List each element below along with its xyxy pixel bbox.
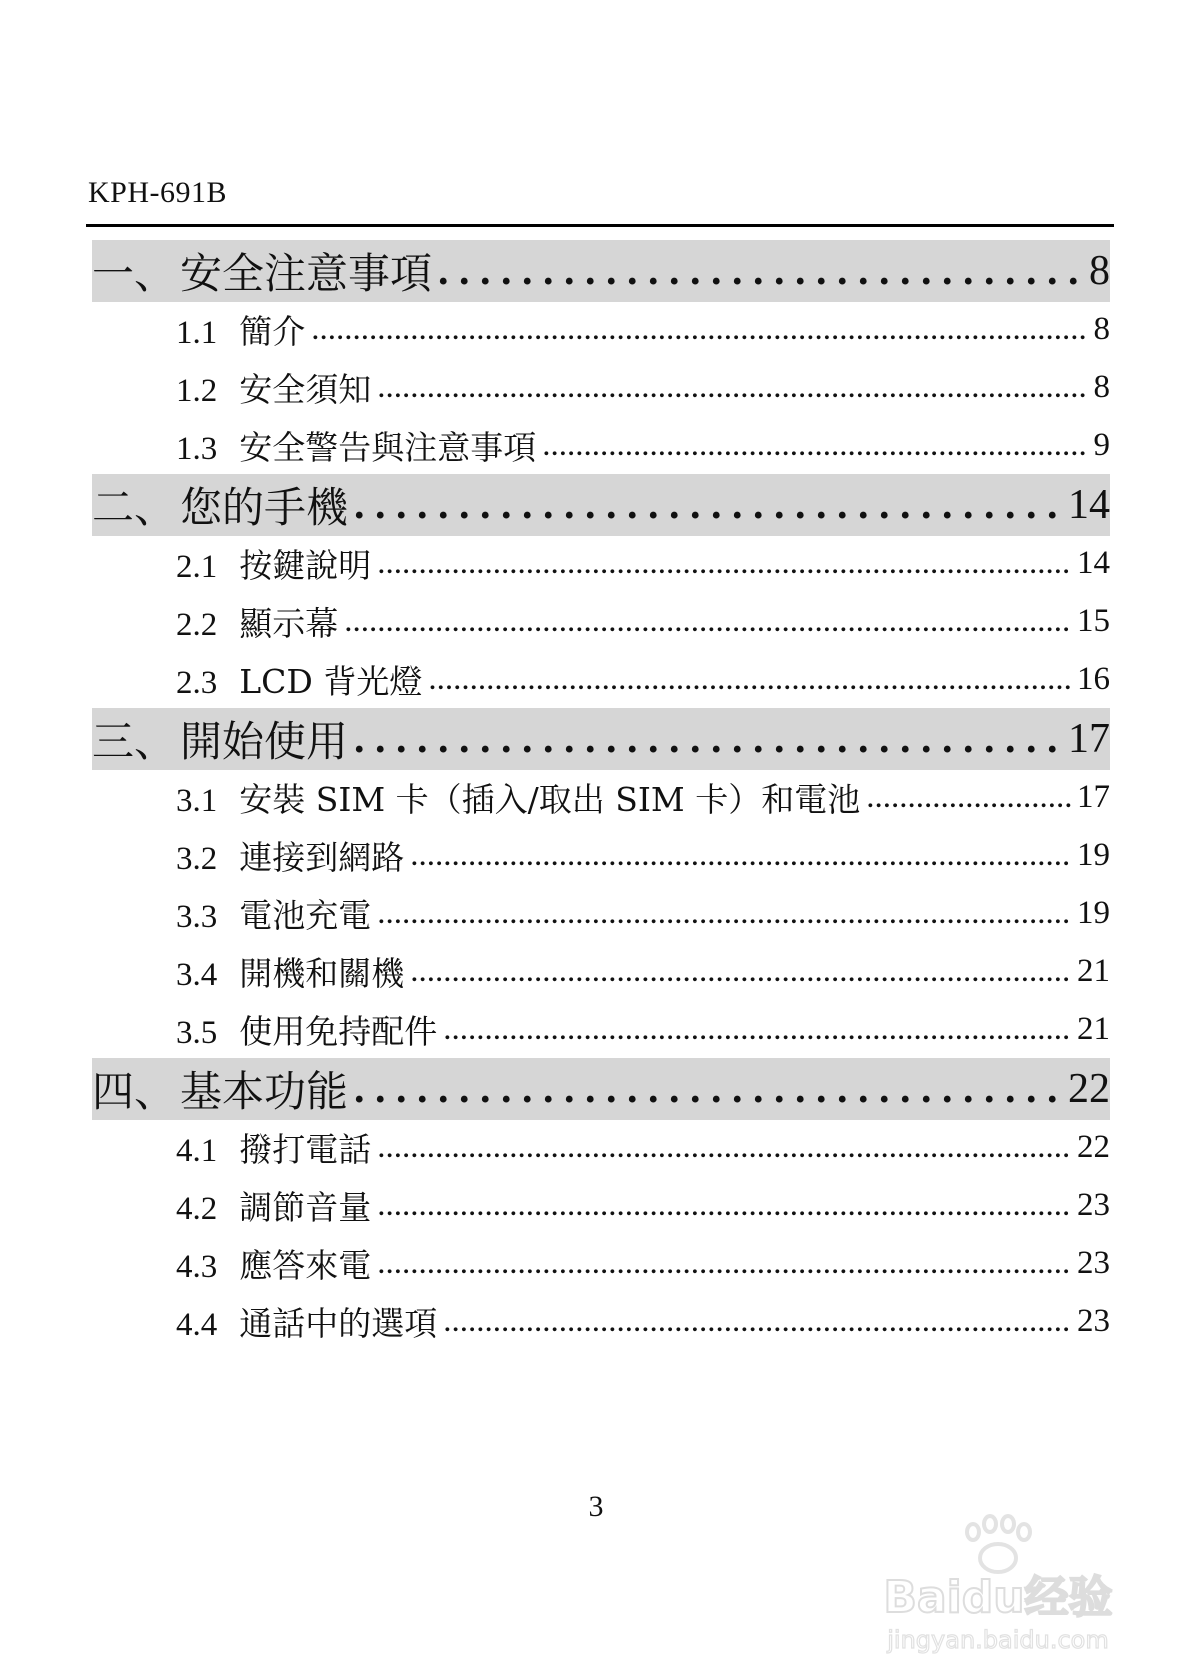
dot-leader	[443, 1303, 1071, 1340]
header-model: KPH-691B	[88, 176, 228, 209]
toc-section-row[interactable]	[176, 830, 1110, 880]
toc-entry-title: 電池充電	[239, 895, 372, 935]
toc-section-row[interactable]	[176, 654, 1110, 704]
toc-entry-number: 1.3	[176, 430, 218, 467]
toc-entry-title: 通話中的選項	[239, 1303, 438, 1343]
toc-entry-number: 4.3	[176, 1248, 218, 1285]
toc-page-number: 14	[1068, 482, 1110, 528]
dot-leader	[438, 247, 1083, 295]
toc-entry-number: 4.2	[176, 1190, 218, 1227]
toc-page-number: 19	[1077, 836, 1110, 873]
dot-leader	[428, 661, 1071, 698]
header-rule	[86, 224, 1114, 227]
toc-entry-number: 2.2	[176, 606, 218, 643]
dot-leader	[410, 953, 1071, 990]
toc-entry-number: 2.3	[176, 664, 218, 701]
toc-page-number: 14	[1077, 544, 1110, 581]
toc-section-row[interactable]	[176, 538, 1110, 588]
paw-icon	[967, 1516, 1030, 1572]
toc-entry-title: 安全注意事項	[180, 249, 433, 298]
toc-entry-title: 連接到網路	[239, 837, 405, 877]
toc-entry-title: 安全須知	[239, 369, 372, 409]
dot-leader	[354, 1065, 1062, 1113]
toc-entry-title: 撥打電話	[239, 1129, 372, 1169]
toc-entry-number: 4.1	[176, 1132, 218, 1169]
toc-chapter-row[interactable]	[92, 708, 1110, 770]
toc-page-number: 21	[1077, 952, 1110, 989]
toc-section-row[interactable]	[176, 1004, 1110, 1054]
toc-entry-title: 基本功能	[180, 1067, 349, 1116]
toc-entry-title: 應答來電	[239, 1245, 372, 1285]
toc-entry-number: 一、	[92, 252, 177, 298]
dot-leader	[410, 837, 1071, 874]
toc-section-row[interactable]	[176, 596, 1110, 646]
toc-page-number: 22	[1077, 1128, 1110, 1165]
watermark-brand: Baidu经验	[883, 1572, 1113, 1623]
toc-page-number: 22	[1068, 1066, 1110, 1112]
dot-leader	[344, 603, 1071, 640]
toc-entry-number: 4.4	[176, 1306, 218, 1343]
toc-chapter-row[interactable]	[92, 240, 1110, 302]
toc-page-number: 17	[1077, 778, 1110, 815]
dot-leader	[354, 715, 1062, 763]
toc-entry-number: 二、	[92, 486, 177, 532]
footer-page-number: 3	[588, 1490, 604, 1523]
toc-page-number: 23	[1077, 1244, 1110, 1281]
toc-page-number: 9	[1093, 426, 1110, 463]
toc-entry-number: 3.4	[176, 956, 218, 993]
toc-section-row[interactable]	[176, 888, 1110, 938]
dot-leader	[443, 1011, 1071, 1048]
toc-page-number: 17	[1068, 716, 1110, 762]
toc-page-number: 8	[1093, 310, 1110, 347]
toc-entry-title: 調節音量	[239, 1187, 372, 1227]
toc-entry-title: 簡介	[239, 311, 306, 351]
toc-page-number: 23	[1077, 1302, 1110, 1339]
dot-leader	[377, 369, 1087, 406]
toc-page-number: 19	[1077, 894, 1110, 931]
watermark-url: jingyan.baidu.com	[887, 1626, 1109, 1654]
toc-section-row[interactable]	[176, 1296, 1110, 1346]
dot-leader	[377, 1187, 1071, 1224]
toc-entry-title: 使用免持配件	[239, 1011, 438, 1051]
toc-page-number: 21	[1077, 1010, 1110, 1047]
toc-section-row[interactable]	[176, 420, 1110, 470]
toc-page-number: 8	[1089, 248, 1110, 294]
toc-entry-number: 3.3	[176, 898, 218, 935]
toc-page-number: 16	[1077, 660, 1110, 697]
toc-section-row[interactable]	[176, 1238, 1110, 1288]
dot-leader	[311, 311, 1087, 348]
toc-section-row[interactable]	[176, 946, 1110, 996]
toc-section-row[interactable]	[176, 1122, 1110, 1172]
toc-page-number: 15	[1077, 602, 1110, 639]
toc-entry-title: 按鍵說明	[239, 545, 372, 585]
toc-entry-title: LCD 背光燈	[239, 661, 423, 701]
toc-entry-title: 安裝 SIM 卡（插入/取出 SIM 卡）和電池	[239, 779, 861, 819]
toc-entry-title: 顯示幕	[239, 603, 339, 643]
dot-leader	[866, 779, 1071, 816]
toc-entry-title: 安全警告與注意事項	[239, 427, 537, 467]
dot-leader	[354, 481, 1062, 529]
dot-leader	[377, 545, 1071, 582]
dot-leader	[377, 1129, 1071, 1166]
dot-leader	[377, 1245, 1071, 1282]
toc-entry-number: 3.1	[176, 782, 218, 819]
dot-leader	[377, 895, 1071, 932]
toc-section-row[interactable]	[176, 362, 1110, 412]
toc-page-number: 23	[1077, 1186, 1110, 1223]
baidu-watermark	[848, 1510, 1148, 1660]
toc-chapter-row[interactable]	[92, 1058, 1110, 1120]
toc-entry-title: 開始使用	[180, 717, 349, 766]
toc-entry-title: 開機和關機	[239, 953, 405, 993]
toc-entry-number: 3.2	[176, 840, 218, 877]
toc-entry-number: 三、	[92, 720, 177, 766]
toc-section-row[interactable]	[176, 304, 1110, 354]
toc-entry-title: 您的手機	[180, 483, 349, 532]
toc-section-row[interactable]	[176, 772, 1110, 822]
toc-entry-number: 1.2	[176, 372, 218, 409]
toc-entry-number: 四、	[92, 1070, 177, 1116]
toc-entry-number: 3.5	[176, 1014, 218, 1051]
toc-section-row[interactable]	[176, 1180, 1110, 1230]
toc-page-number: 8	[1093, 368, 1110, 405]
toc-entry-number: 2.1	[176, 548, 218, 585]
toc-chapter-row[interactable]	[92, 474, 1110, 536]
toc-entry-number: 1.1	[176, 314, 218, 351]
dot-leader	[542, 427, 1087, 464]
